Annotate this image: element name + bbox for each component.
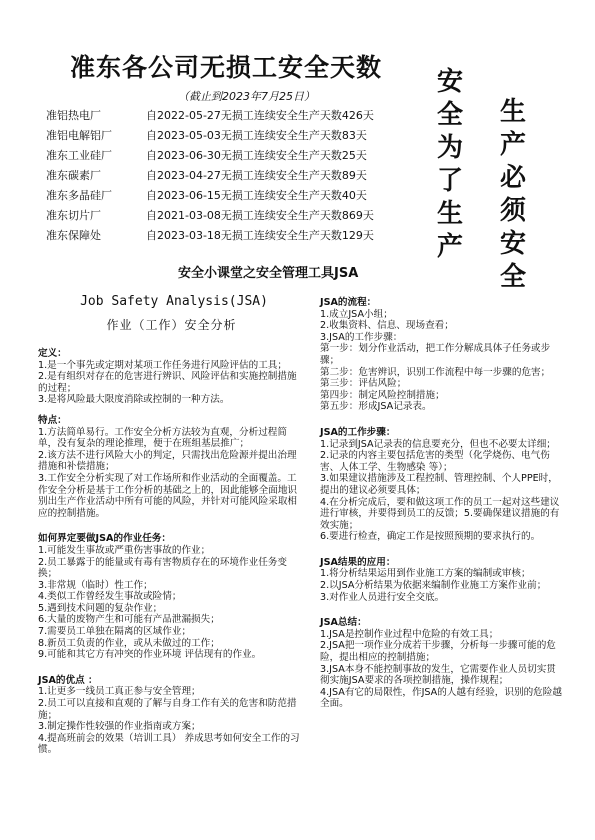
list-item: 3.非常规（临时）性工作； [38,579,153,591]
list-item: 1.JSA是控制作业过程中危险的有效工具； [320,628,499,640]
list-item: 第五步：形成JSA记录表。 [320,401,432,413]
list-item: 8.新员工负责的作业，或从未做过的工作； [38,637,220,649]
list-item: 4.提高班前会的效果（培训工具） 养成思考如何安全工作的习惯。 [38,732,300,756]
list-item: 1.可能发生事故或严重伤害事故的作业； [38,544,211,556]
record-text: 自2023-03-18无损工连续安全生产天数129天 [146,229,374,242]
list-item [46,186,426,206]
list-item: 2.以JSA分析结果为依据来编制作业施工方案作业前； [320,580,547,592]
list-item: 2.JSA把一项作业分成若干步骤，分析每一步骤可能的危险，提出相应的控制措施； [320,640,556,664]
list-item: 1.方法简单易行。工作安全分析方法较为直观，分析过程简单，没有复杂的理论推理，便于在班组基层推广； [38,426,287,450]
list-item: 4.类似工作曾经发生事故或险情； [38,591,182,603]
plant-name: 准东保障处 [46,229,101,242]
list-item: 3.工作安全分析实现了对工作场所和作业活动的全面覆盖。工作安全分析是基于工作分析的基础之上的，因此能够全面地识别出生产作业活动中所有可能的风险，并针对可能风险采取相应的控制措施。 [38,472,298,519]
section-subtitle: 安全小课堂之安全管理工具JSA [178,266,359,281]
slogan-text: 生产必须安全 [499,97,526,292]
list-item: 第四步：制定风险控制措施； [320,389,445,401]
right-column [320,297,565,710]
list-item [46,106,426,126]
record-text: 自2022-05-27无损工连续安全生产天数426天 [146,109,374,122]
record-text: 自2023-06-30无损工连续安全生产天数25天 [146,149,367,162]
jsa-title: Job Safety Analysis(JSA) [80,294,268,309]
list-item: 2.记录的内容主要包括危害的类型（化学烧伤、电气伤害、人体工学、生物感染 等）； [320,450,550,473]
slogan-production-must-be-safe [498,96,528,294]
date-note: （截止到2023年7月25日） [178,90,315,103]
plant-name: 准铝热电厂 [46,109,101,122]
list-item: 2.该方法不进行风险大小的判定，只需找出危险源并提出治理措施和补偿措施； [38,449,297,473]
list-item: 7.需要员工单独在隔离的区域作业； [38,626,192,638]
record-text: 自2021-03-08无损工连续安全生产天数869天 [146,209,374,222]
list-item: 5.遇到技术问题的复杂作业； [38,602,163,614]
list-item [46,166,426,186]
list-item: 3.JSA的工作步骤： [320,331,403,343]
list-item: 1.记录到JSA记录表的信息要充分，但也不必要太详细； [320,438,556,450]
list-item [46,226,426,246]
record-text: 自2023-06-15无损工连续安全生产天数40天 [146,189,367,202]
list-item: 2.是有组织对存在的危害进行辨识、风险评估和实施控制措施的过程； [38,371,297,394]
plant-name: 准东切片厂 [46,209,101,222]
process-heading: JSA的流程： [320,297,377,308]
list-item: 6.大量的废物产生和可能有产品泄漏损失； [38,614,220,626]
list-item: 第三步：评估风险； [320,378,407,390]
summary-heading: JSA总结： [320,617,367,629]
plant-name: 准东多晶硅厂 [46,189,112,202]
list-item [46,146,426,166]
application-heading: JSA结果的应用： [320,556,396,568]
list-item: 3.是将风险最大限度消除或控制的一种方法。 [38,394,230,406]
list-item: 3.如果建议措施涉及工程控制、管理控制、个人PPE时，提出的建议必须要具体； [320,473,558,496]
list-item: 2.员工可以直接和直观的了解与自身工作有关的危害和防范措施； [38,698,297,721]
steps-heading: JSA的工作步骤： [320,426,396,438]
features-heading: 特点： [38,414,67,426]
list-item: 1.是一个事先或定期对某项工作任务进行风险评估的工具； [38,359,287,371]
safety-days-list [46,106,426,246]
when-heading: 如何界定要做JSA的作业任务： [38,533,172,545]
list-item: 1.将分析结果运用到作业施工方案的编制或审核； [320,568,531,580]
plant-name: 准东工业硅厂 [46,149,112,162]
list-item: 3.对作业人员进行安全交底。 [320,591,445,603]
slogan-safety-for-production [435,66,465,264]
list-item: 2.收集资料、信息、现场查看； [320,320,454,332]
advantages-heading: JSA的优点 ： [38,674,98,686]
record-text: 自2023-05-03无损工连续安全生产天数83天 [146,129,367,142]
list-item: 6.要进行检查，确定工作是按照预期的要求执行的。 [320,531,541,543]
list-item: 1.让更多一线员工真正参与安全管理； [38,686,201,698]
record-text: 自2023-04-27无损工连续安全生产天数89天 [146,169,367,182]
definition-heading: 定义： [38,348,67,359]
plant-name: 准东碳素厂 [46,169,101,182]
slogan-text: 安全为了生产 [436,67,463,262]
list-item [46,206,426,226]
list-item: 4.在分析完成后，要和做这项工作的员工一起对这些建议进行审核，并要得到员工的反馈；5.要确保建议措施的有效实施； [320,496,560,531]
list-item: 3.制定操作性较强的作业指南或方案； [38,721,201,733]
list-item [46,126,426,146]
list-item: 第二步：危害辨识，识别工作流程中每一步骤的危害； [320,366,551,378]
left-column [38,293,305,756]
list-item: 1.成立JSA小组； [320,308,393,320]
list-item: 2.员工暴露于的能量或有毒有害物质存在的环境作业任务变换； [38,556,287,580]
list-item: 第一步：划分作业活动，把工作分解成具体子任务或步骤； [320,343,551,366]
list-item: 3.JSA本身不能控制事故的发生，它需要作业人员切实贯彻实施JSA要求的各项控制措施，操作规程； [320,663,556,687]
jsa-subtitle: 作业（工作）安全分析 [106,318,237,332]
page-title: 准东各公司无损工安全天数 [70,53,383,82]
plant-name: 准铝电解铝厂 [46,129,112,142]
list-item: 9.可能和其它方有冲突的作业环境 评估现有的作业。 [38,649,262,661]
list-item: 4.JSA有它的局限性，作JSA的人越有经验，识别的危险越全面。 [320,686,562,710]
